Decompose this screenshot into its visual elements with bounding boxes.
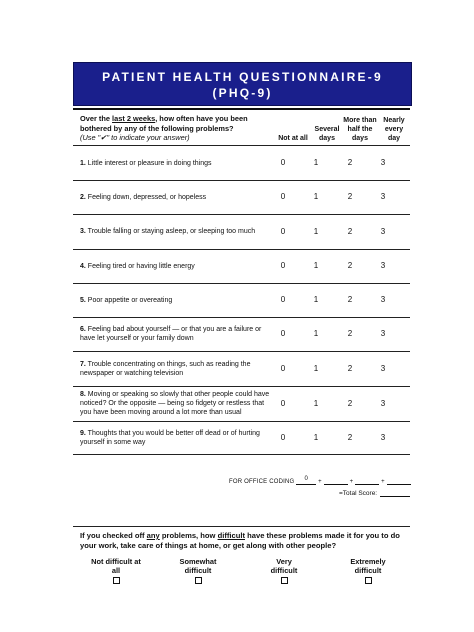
office-blank-1[interactable] bbox=[324, 476, 348, 485]
question-text: Poor appetite or overeating bbox=[87, 296, 173, 304]
score-option-7-3[interactable]: 3 bbox=[380, 363, 386, 373]
score-option-9-2[interactable]: 2 bbox=[347, 432, 353, 442]
followup-difficult: difficult bbox=[217, 531, 245, 540]
question-number: 5. bbox=[80, 296, 86, 304]
checkbox-very-difficult[interactable] bbox=[281, 577, 288, 584]
question-text: Moving or speaking so slowly that other people could have noticed? Or the opposite — being so fidgety or restless that you have been moving around a lot more than usual bbox=[80, 391, 270, 416]
question-number: 1. bbox=[80, 159, 86, 167]
total-score bbox=[339, 489, 410, 497]
col-header-not-at-all: Not at all bbox=[278, 135, 308, 142]
score-option-8-1[interactable]: 1 bbox=[313, 398, 319, 408]
title-banner bbox=[73, 62, 412, 106]
question-row-6 bbox=[80, 325, 270, 343]
score-option-8-0[interactable]: 0 bbox=[280, 398, 286, 408]
score-option-1-1[interactable]: 1 bbox=[313, 158, 319, 167]
form-title: PATIENT HEALTH QUESTIONNAIRE-9 bbox=[102, 70, 383, 84]
score-option-4-1[interactable]: 1 bbox=[313, 261, 319, 270]
intro-instruction: (Use "✔" to indicate your answer) bbox=[80, 133, 190, 143]
col-header-nearly-every-day: Nearly every day bbox=[383, 117, 405, 142]
checkbox-somewhat-difficult[interactable] bbox=[195, 577, 202, 584]
option-extremely-difficult bbox=[341, 557, 395, 587]
office-coding-label: FOR OFFICE CODING bbox=[229, 479, 295, 485]
score-option-9-1[interactable]: 1 bbox=[313, 432, 319, 442]
question-text: Feeling down, depressed, or hopeless bbox=[87, 193, 207, 201]
row-divider bbox=[73, 351, 410, 352]
total-score-blank[interactable] bbox=[380, 489, 410, 497]
question-row-2 bbox=[80, 193, 270, 202]
followup-question bbox=[80, 531, 410, 551]
question-text: Trouble concentrating on things, such as reading the newspaper or watching television bbox=[80, 360, 251, 377]
plus-1: + bbox=[318, 479, 322, 485]
followup-rule bbox=[73, 526, 410, 527]
question-row-4 bbox=[80, 262, 270, 271]
score-option-7-0[interactable]: 0 bbox=[280, 363, 286, 373]
question-number: 4. bbox=[80, 262, 86, 270]
score-option-1-0[interactable]: 0 bbox=[280, 158, 286, 167]
question-row-9 bbox=[80, 429, 270, 447]
score-option-4-3[interactable]: 3 bbox=[380, 261, 386, 270]
question-text: Feeling bad about yourself — or that you are a failure or have let yourself or your family down bbox=[80, 326, 262, 342]
form-subtitle: (PHQ-9) bbox=[212, 86, 273, 100]
score-option-2-0[interactable]: 0 bbox=[280, 192, 286, 201]
score-option-6-2[interactable]: 2 bbox=[347, 329, 353, 338]
score-option-4-2[interactable]: 2 bbox=[347, 261, 353, 270]
header-rule bbox=[73, 145, 410, 146]
score-option-8-2[interactable]: 2 bbox=[347, 398, 353, 408]
office-blank-3[interactable] bbox=[387, 476, 411, 485]
option-extremely-difficult-label: Extremely difficult bbox=[350, 557, 386, 576]
followup-part3: have these problems made it for you to do your work, take care of things at home, or get along with other people? bbox=[80, 531, 400, 550]
row-divider bbox=[73, 386, 410, 387]
intro-part2: , how often have you been bothered by any of the following problems? bbox=[80, 114, 248, 133]
score-option-1-2[interactable]: 2 bbox=[347, 158, 353, 167]
question-text: Trouble falling or staying asleep, or sleeping too much bbox=[87, 228, 256, 235]
question-row-8 bbox=[80, 390, 270, 417]
score-option-8-3[interactable]: 3 bbox=[380, 398, 386, 408]
row-divider bbox=[73, 214, 410, 215]
option-very-difficult bbox=[262, 557, 306, 587]
col-header-several-days: Several days bbox=[314, 126, 340, 142]
question-text: Little interest or pleasure in doing things bbox=[87, 159, 212, 167]
checkbox-extremely-difficult[interactable] bbox=[365, 577, 372, 584]
office-coding bbox=[229, 476, 411, 485]
followup-part1: If you checked off bbox=[80, 531, 147, 540]
office-zero: 0 bbox=[304, 476, 309, 482]
score-option-3-1[interactable]: 1 bbox=[313, 226, 319, 236]
score-option-7-1[interactable]: 1 bbox=[313, 363, 319, 373]
question-row-7 bbox=[80, 360, 270, 378]
question-number: 6. bbox=[80, 326, 86, 333]
divider bbox=[73, 108, 410, 110]
col-header-more-than-half: More than half the days bbox=[343, 117, 377, 142]
option-somewhat-difficult-label: Somewhat difficult bbox=[179, 557, 217, 576]
question-number: 2. bbox=[80, 193, 86, 201]
row-divider bbox=[73, 283, 410, 284]
question-text: Feeling tired or having little energy bbox=[87, 262, 195, 270]
score-option-2-2[interactable]: 2 bbox=[347, 192, 353, 201]
question-row-1 bbox=[80, 159, 270, 168]
score-option-6-3[interactable]: 3 bbox=[380, 329, 386, 338]
score-option-2-1[interactable]: 1 bbox=[313, 192, 319, 201]
score-option-9-0[interactable]: 0 bbox=[280, 432, 286, 442]
question-number: 8. bbox=[80, 391, 86, 398]
score-option-4-0[interactable]: 0 bbox=[280, 261, 286, 270]
plus-3: + bbox=[381, 479, 385, 485]
score-option-1-3[interactable]: 3 bbox=[380, 158, 386, 167]
score-option-3-0[interactable]: 0 bbox=[280, 226, 286, 236]
question-row-3 bbox=[80, 227, 270, 236]
intro-text bbox=[80, 114, 270, 143]
row-divider bbox=[73, 180, 410, 181]
score-option-5-0[interactable]: 0 bbox=[280, 295, 286, 304]
score-option-9-3[interactable]: 3 bbox=[380, 432, 386, 442]
option-not-difficult bbox=[88, 557, 144, 587]
total-score-label: =Total Score: bbox=[339, 490, 378, 497]
row-divider bbox=[73, 317, 410, 318]
score-option-3-2[interactable]: 2 bbox=[347, 226, 353, 236]
followup-part2: problems, how bbox=[159, 531, 218, 540]
score-option-7-2[interactable]: 2 bbox=[347, 363, 353, 373]
plus-2: + bbox=[349, 479, 354, 485]
intro-part1: Over the bbox=[80, 114, 113, 123]
question-number: 9. bbox=[80, 429, 86, 437]
score-option-5-2[interactable]: 2 bbox=[347, 295, 353, 304]
office-zero-blank[interactable] bbox=[296, 476, 316, 485]
option-somewhat-difficult bbox=[172, 557, 224, 587]
score-option-5-1[interactable]: 1 bbox=[313, 295, 319, 304]
option-not-difficult-label: Not difficult at all bbox=[91, 557, 141, 576]
checkbox-not-difficult[interactable] bbox=[113, 577, 120, 584]
score-option-3-3[interactable]: 3 bbox=[380, 226, 386, 236]
option-very-difficult-label: Very difficult bbox=[270, 557, 298, 576]
question-number: 7. bbox=[80, 360, 86, 368]
score-option-5-3[interactable]: 3 bbox=[380, 295, 386, 304]
row-divider bbox=[73, 249, 410, 250]
office-blank-2[interactable] bbox=[355, 476, 379, 485]
score-option-6-1[interactable]: 1 bbox=[313, 329, 319, 338]
followup-any: any bbox=[146, 531, 160, 540]
intro-underlined: last 2 weeks bbox=[112, 114, 156, 123]
row-divider bbox=[73, 421, 410, 422]
score-option-6-0[interactable]: 0 bbox=[280, 329, 286, 338]
end-rule bbox=[73, 454, 410, 455]
question-text: Thoughts that you would be better off dead or of hurting yourself in some way bbox=[80, 429, 260, 446]
question-number: 3. bbox=[80, 228, 86, 235]
question-row-5 bbox=[80, 296, 270, 305]
score-option-2-3[interactable]: 3 bbox=[380, 192, 386, 201]
